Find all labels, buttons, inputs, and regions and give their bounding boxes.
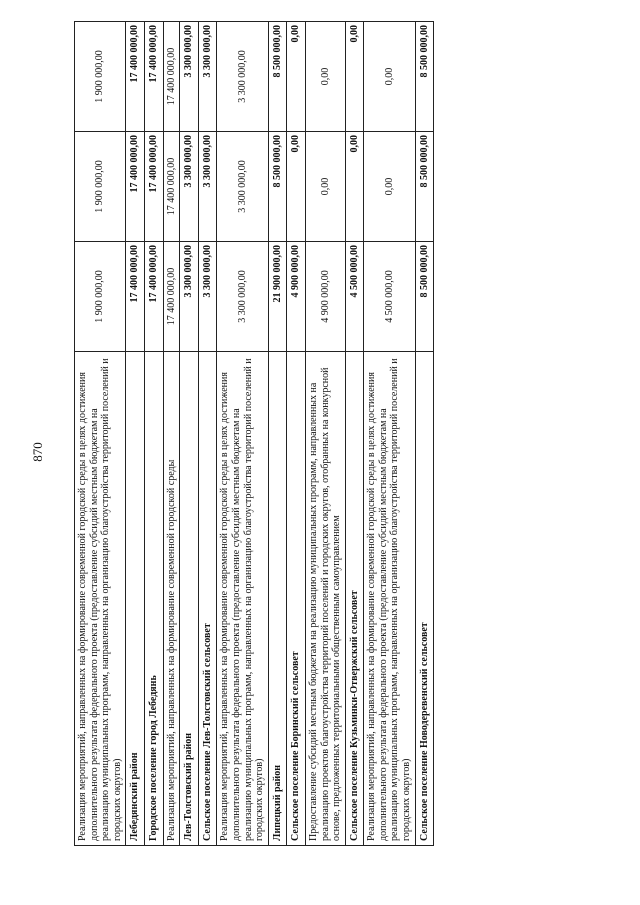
row-value-3: 1 900 000,00 <box>75 22 126 132</box>
row-name: Реализация мероприятий, направленных на формирование современной городской среды в целях достижения дополнительного результата федерального проекта (предоставление субсидий местным бюджетам на реализацию муниципальных программ, направленных на организацию благоустройства территорий поселений и городских округов) <box>364 352 415 846</box>
row-value-2: 1 900 000,00 <box>75 132 126 242</box>
row-value-2: 17 400 000,00 <box>144 132 163 242</box>
row-value-3: 8 500 000,00 <box>268 22 287 132</box>
row-name: Лев-Толстовский район <box>180 352 199 846</box>
table-row <box>305 22 345 846</box>
table-row <box>144 22 163 846</box>
row-value-1: 4 900 000,00 <box>287 242 306 352</box>
row-value-1: 17 400 000,00 <box>144 242 163 352</box>
row-value-3: 17 400 000,00 <box>144 22 163 132</box>
table-row <box>217 22 268 846</box>
table-row <box>75 22 126 846</box>
document-table-container <box>74 25 587 846</box>
row-value-1: 3 300 000,00 <box>198 242 217 352</box>
row-value-2: 17 400 000,00 <box>126 132 145 242</box>
page-number: 870 <box>30 442 45 462</box>
row-value-3: 17 400 000,00 <box>163 22 180 132</box>
row-value-2: 0,00 <box>364 132 415 242</box>
row-value-1: 17 400 000,00 <box>126 242 145 352</box>
row-value-2: 17 400 000,00 <box>163 132 180 242</box>
row-value-1: 3 300 000,00 <box>180 242 199 352</box>
row-value-2: 0,00 <box>287 132 306 242</box>
rotated-landscape-page <box>74 25 587 846</box>
row-name: Сельское поселение Новодеревенский сельсовет <box>415 352 434 846</box>
row-value-1: 21 900 000,00 <box>268 242 287 352</box>
row-value-1: 17 400 000,00 <box>163 242 180 352</box>
row-value-2: 0,00 <box>305 132 345 242</box>
row-value-2: 3 300 000,00 <box>217 132 268 242</box>
row-name: Сельское поселение Кузьминки-Отвержский сельсовет <box>345 352 364 846</box>
row-name: Реализация мероприятий, направленных на формирование современной городской среды в целях достижения дополнительного результата федерального проекта (предоставление субсидий местным бюджетам на реализацию муниципальных программ, направленных на организацию благоустройства территорий поселений и городских округов) <box>75 352 126 846</box>
table-row <box>180 22 199 846</box>
row-value-3: 3 300 000,00 <box>217 22 268 132</box>
row-name: Городское поселение город Лебедянь <box>144 352 163 846</box>
table-row <box>198 22 217 846</box>
table-row <box>163 22 180 846</box>
row-value-1: 4 900 000,00 <box>305 242 345 352</box>
budget-table <box>74 21 434 846</box>
row-value-1: 3 300 000,00 <box>217 242 268 352</box>
row-name: Сельское поселение Лев-Толстовский сельсовет <box>198 352 217 846</box>
row-name: Липецкий район <box>268 352 287 846</box>
row-value-2: 3 300 000,00 <box>180 132 199 242</box>
row-value-3: 0,00 <box>305 22 345 132</box>
row-value-3: 17 400 000,00 <box>126 22 145 132</box>
row-value-1: 4 500 000,00 <box>364 242 415 352</box>
row-name: Реализация мероприятий, направленных на формирование современной городской среды <box>163 352 180 846</box>
row-value-2: 8 500 000,00 <box>415 132 434 242</box>
row-value-2: 0,00 <box>345 132 364 242</box>
row-value-3: 3 300 000,00 <box>180 22 199 132</box>
row-value-3: 8 500 000,00 <box>415 22 434 132</box>
table-row <box>364 22 415 846</box>
row-value-1: 4 500 000,00 <box>345 242 364 352</box>
row-value-3: 3 300 000,00 <box>198 22 217 132</box>
row-value-1: 8 500 000,00 <box>415 242 434 352</box>
row-name: Лебедянский район <box>126 352 145 846</box>
table-row <box>287 22 306 846</box>
row-name: Реализация мероприятий, направленных на формирование современной городской среды в целях достижения дополнительного результата федерального проекта (предоставление субсидий местным бюджетам на реализацию муниципальных программ, направленных на организацию благоустройства территорий поселений и городских округов) <box>217 352 268 846</box>
row-value-3: 0,00 <box>364 22 415 132</box>
row-value-1: 1 900 000,00 <box>75 242 126 352</box>
row-value-3: 0,00 <box>345 22 364 132</box>
table-row <box>126 22 145 846</box>
row-value-2: 8 500 000,00 <box>268 132 287 242</box>
table-row <box>345 22 364 846</box>
row-value-3: 0,00 <box>287 22 306 132</box>
row-value-2: 3 300 000,00 <box>198 132 217 242</box>
table-row <box>268 22 287 846</box>
row-name: Предоставление субсидий местным бюджетам на реализацию муниципальных программ, направленных на реализацию проектов благоустройства территорий поселений и городских округов, отобранных на конкурсной основе, предложенных территориальными общественным самоуправлением <box>305 352 345 846</box>
row-name: Сельское поселение Боринский сельсовет <box>287 352 306 846</box>
table-row <box>415 22 434 846</box>
budget-table-body <box>75 22 434 846</box>
